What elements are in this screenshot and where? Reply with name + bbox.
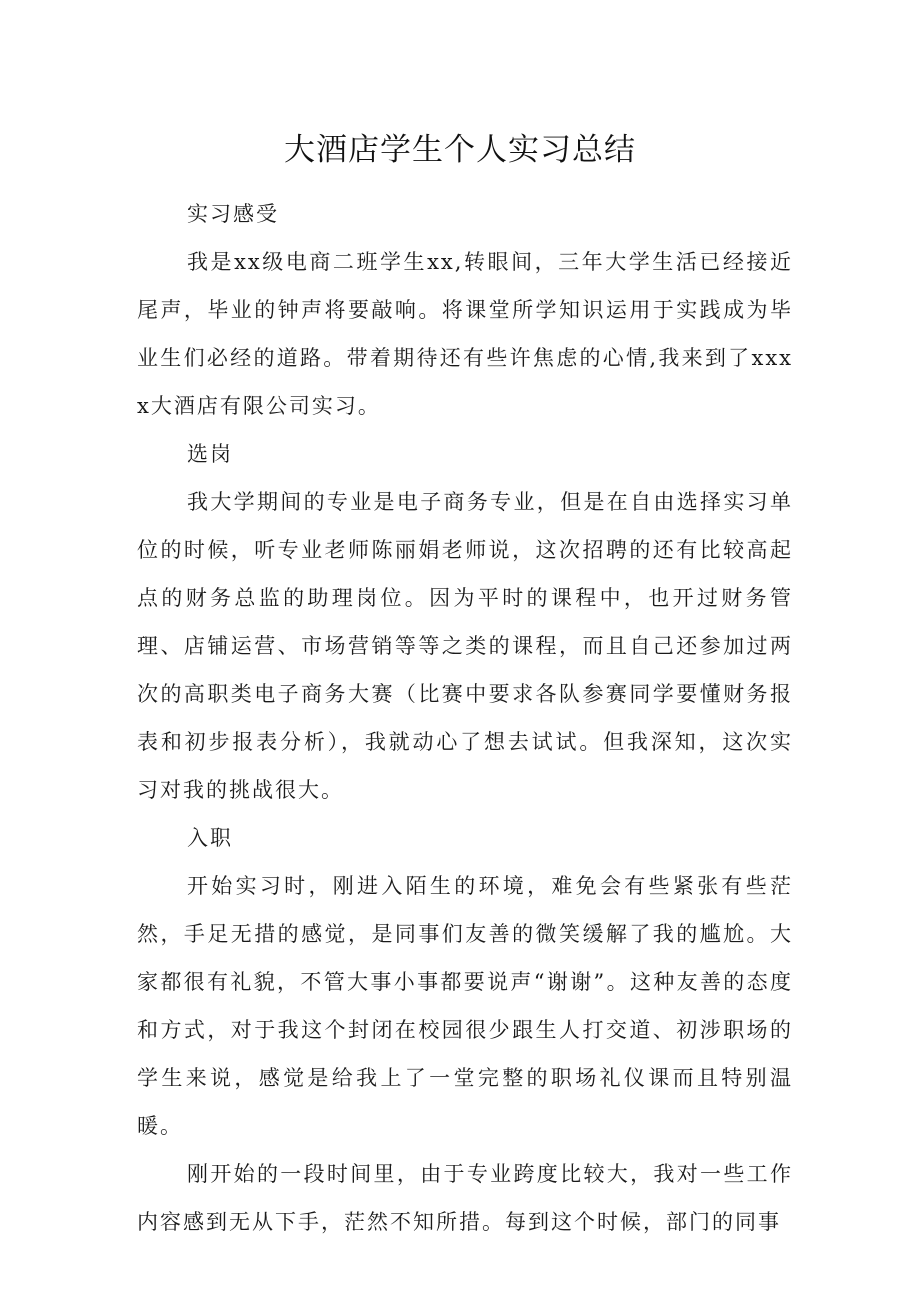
document-title: 大酒店学生个人实习总结 [284,132,636,168]
section-heading-internship-feelings: 实习感受 [187,202,279,226]
document-body [137,190,793,1246]
section-heading-job-selection: 选岗 [187,442,233,466]
paragraph-introduction: 我是xx级电商二班学生xx,转眼间，三年大学生活已经接近尾声，毕业的钟声将要敲响。将课堂所学知识运用于实践成为毕业生们必经的道路。带着期待还有些许焦虑的心情,我来到了xxxx大酒店有限公司实习。 [137,250,793,418]
paragraph-onboarding: 开始实习时，刚进入陌生的环境，难免会有些紧张有些茫然，手足无措的感觉，是同事们友善的微笑缓解了我的尴尬。大家都很有礼貌，不管大事小事都要说声“谢谢”。这种友善的态度和方式，对于我这个封闭在校园很少跟生人打交道、初涉职场的学生来说，感觉是给我上了一堂完整的职场礼仪课而且特别温暖。 [137,874,793,1138]
section-heading-onboarding: 入职 [187,826,233,850]
paragraph-early-period: 刚开始的一段时间里，由于专业跨度比较大，我对一些工作内容感到无从下手，茫然不知所措。每到这个时候，部门的同事 [137,1162,793,1234]
paragraph-job-selection: 我大学期间的专业是电子商务专业，但是在自由选择实习单位的时候，听专业老师陈丽娟老师说，这次招聘的还有比较高起点的财务总监的助理岗位。因为平时的课程中，也开过财务管理、店铺运营、市场营销等等之类的课程，而且自己还参加过两次的高职类电子商务大赛（比赛中要求各队参赛同学要懂财务报表和初步报表分析），我就动心了想去试试。但我深知，这次实习对我的挑战很大。 [137,490,793,802]
